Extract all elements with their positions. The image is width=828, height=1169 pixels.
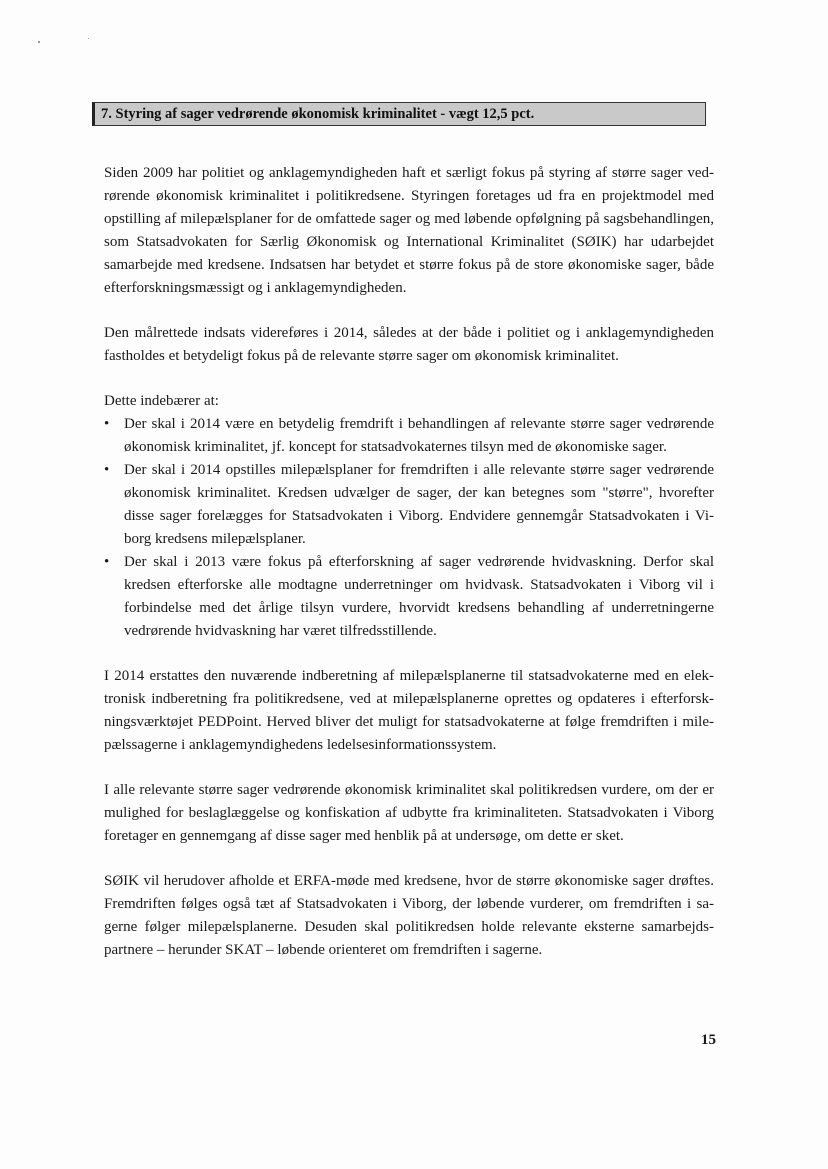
list-item-text: Der skal i 2014 være en betydelig fremdrift i behandlingen af relevante større sager vedrørende økonomisk kriminalitet, jf. koncept for statsadvokaternes tilsyn med de økonomiske sager. — [124, 416, 714, 455]
section-heading — [92, 102, 706, 126]
scan-speck — [88, 38, 89, 39]
paragraph: SØIK vil herudover afholde et ERFA-møde med kredsene, hvor de større økonomiske sager drøftes. Fremdriften følges også tæt af Statsadvokaten i Viborg, der løbende vurderer, om fremdriften i sagerne følger milepælsplanerne. Desuden skal politikredsen holde relevante eksterne samarbejdspartnere – herunder SKAT – løbende orienteret om fremdriften i sagerne. — [104, 873, 714, 958]
list-item — [104, 413, 714, 459]
bullet-icon: • — [104, 416, 110, 432]
list-item — [104, 551, 714, 643]
list-item-text: Der skal i 2013 være fokus på efterforskning af sager vedrørende hvidvaskning. Derfor skal kredsen efterforske alle modtagne underretninger om hvidvask. Statsadvokaten i Viborg vil i forbindelse med det årlige tilsyn vurdere, hvorvidt kredsens behandling af underretningerne vedrørende hvidvaskning har været tilfredsstillende. — [124, 554, 714, 639]
list-intro: Dette indebærer at: — [104, 393, 219, 409]
bullet-icon: • — [104, 554, 110, 570]
bullet-list — [104, 413, 714, 643]
body-text — [104, 162, 714, 984]
list-item-text: Der skal i 2014 opstilles milepælsplaner for fremdriften i alle relevante større sager vedrørende økonomisk kriminalitet. Kredsen udvælger de sager, der kan betegnes som "større", hvorefter disse sager forelægges for Statsadvokaten i Viborg. Endvidere gennemgår Statsadvokaten i Viborg kredsens milepælsplaner. — [124, 462, 714, 547]
bullet-icon: • — [104, 462, 110, 478]
paragraph: I 2014 erstattes den nuværende indberetning af milepælsplanerne til statsadvokaterne med en elektronisk indberetning fra politikredsene, ved at milepælsplanerne oprettes og opdateres i efterforskningsværktøjet PEDPoint. Herved bliver det muligt for statsadvokaterne at følge fremdriften i milepælssagerne i anklagemyndighedens ledelsesinformationssystem. — [104, 668, 714, 753]
page-number: 15 — [701, 1032, 716, 1048]
section-heading-text: 7. Styring af sager vedrørende økonomisk kriminalitet - vægt 12,5 pct. — [101, 106, 535, 122]
scan-speck — [38, 41, 40, 43]
list-item — [104, 459, 714, 551]
paragraph: I alle relevante større sager vedrørende økonomisk kriminalitet skal politikredsen vurdere, om der er mulighed for beslaglæggelse og konfiskation af udbytte fra kriminaliteten. Statsadvokaten i Viborg foretager en gennemgang af disse sager med henblik på at undersøge, om dette er sket. — [104, 782, 714, 844]
paragraph: Siden 2009 har politiet og anklagemyndigheden haft et særligt fokus på styring af større sager vedrørende økonomisk kriminalitet i politikredsene. Styringen foretages ud fra en projektmodel med opstilling af milepælsplaner for de omfattede sager og med løbende opfølgning på sagsbehandlingen, som Statsadvokaten for Særlig Økonomisk og International Kriminalitet (SØIK) har udarbejdet samarbejde med kredsene. Indsatsen har betydet et større fokus på de store økonomiske sager, både efterforskningsmæssigt og i anklagemyndigheden. — [104, 165, 714, 296]
paragraph: Den målrettede indsats videreføres i 2014, således at der både i politiet og i anklagemyndigheden fastholdes et betydeligt fokus på de relevante større sager om økonomisk kriminalitet. — [104, 325, 714, 364]
